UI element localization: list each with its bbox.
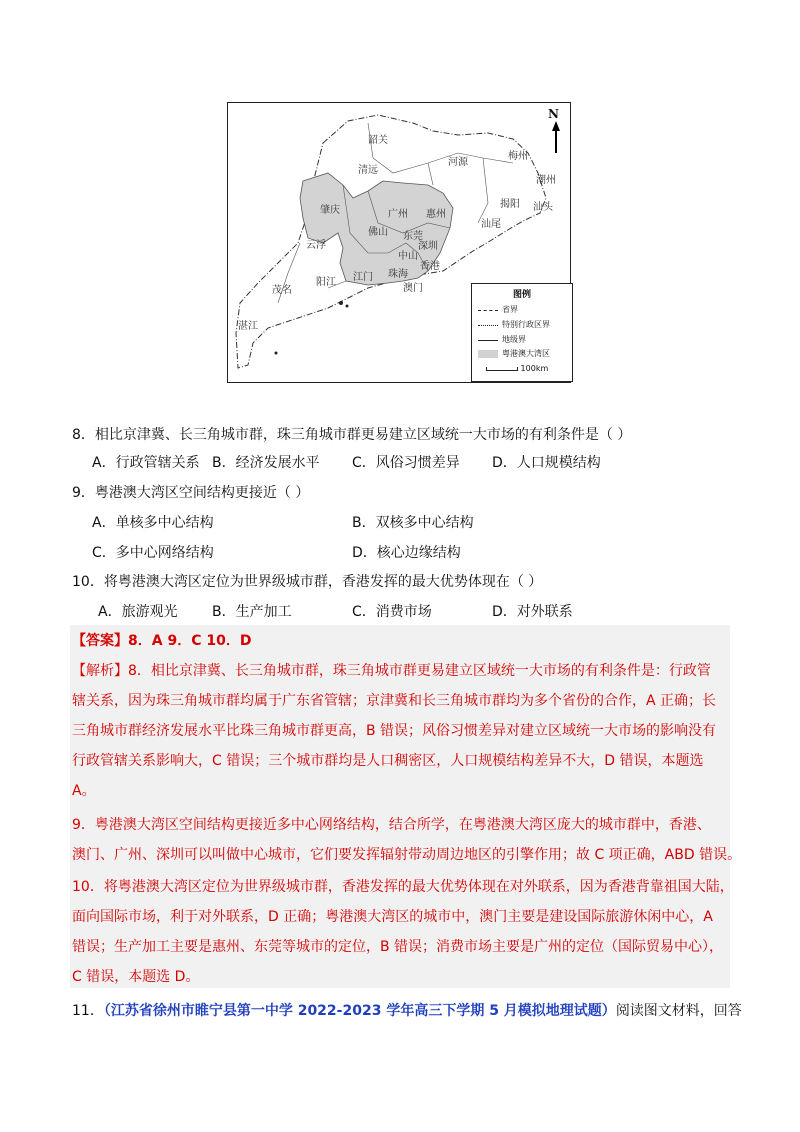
city-label: 云浮 [306,240,326,251]
city-label: 香港 [420,261,440,272]
city-label: 湛江 [238,321,258,332]
q8-option-c: C．风俗习惯差异 [352,455,460,471]
question-11-number: 11． [72,1003,104,1019]
city-label: 茂名 [272,285,292,296]
city-label: 韶关 [368,135,388,146]
q9-option-d: D．核心边缘结构 [352,545,461,561]
city-label: 珠海 [388,269,408,280]
legend-item: 特别行政区界 [478,319,550,330]
analysis-line: 面向国际市场，利于对外联系，D 正确；粤港澳大湾区的城市中，澳门主要是建设国际旅游休闲中心，A [72,909,713,925]
scale-bar: 100km [486,364,548,373]
analysis-line: C 错误，本题选 D。 [72,969,200,985]
city-label: 江门 [353,272,373,283]
question-11-text: 阅读图文材料，回答 [615,1003,742,1019]
city-label: 惠州 [426,209,446,220]
q8-option-d: D．人口规模结构 [492,455,601,471]
q8-option-a: A．行政管辖关系 [92,455,200,471]
question-8-stem: 8．相比京津冀、长三角城市群，珠三角城市群更易建立区域统一大市场的有利条件是（ ） [72,427,632,443]
q10-option-b: B．生产加工 [212,604,292,620]
analysis-line: 三角城市群经济发展水平比珠三角城市群更高，B 错误；风俗习惯差异对建立区域统一大市场的影响没有 [72,723,717,739]
city-label: 澳门 [403,283,423,294]
guangdong-map [227,102,571,383]
analysis-line: 行政管辖关系影响大，C 错误；三个城市群均是人口稠密区，人口规模结构差异不大，D 错误，本题选 [72,753,704,769]
q8-option-b: B．经济发展水平 [212,455,320,471]
q9-option-c: C．多中心网络结构 [92,545,214,561]
legend-item: 粤港澳大湾区 [478,348,550,359]
city-label: 广州 [388,209,408,220]
legend-item: 地级界 [478,334,526,345]
map-legend [471,283,573,382]
q10-option-d: D．对外联系 [492,604,573,620]
city-label: 汕头 [533,202,553,213]
city-label: 汕尾 [481,219,501,230]
city-label: 深圳 [418,241,438,252]
analysis-line: 错误；生产加工主要是惠州、东莞等城市的定位，B 错误；消费市场主要是广州的定位（国际贸易中心）， [72,939,724,955]
city-label: 中山 [398,251,418,262]
city-label: 阳江 [316,277,336,288]
city-label: 肇庆 [320,205,340,216]
question-11-source: （江苏省徐州市睢宁县第一中学 2022-2023 学年高三下学期 5 月模拟地理试题） [103,1003,616,1019]
analysis-line: 10．将粤港澳大湾区定位为世界级城市群，香港发挥的最大优势体现在对外联系，因为香港背靠祖国大陆， [72,879,734,895]
q10-option-c: C．消费市场 [352,604,432,620]
city-label: 河源 [448,157,468,168]
city-label: 揭阳 [500,199,520,210]
analysis-line: 辖关系，因为珠三角城市群均属于广东省管辖；京津冀和长三角城市群均为多个省份的合作，A 正确；长 [72,693,717,709]
analysis-line: 澳门、广州、深圳可以叫做中心城市，它们要发挥辐射带动周边地区的引擎作用；故 C 项正确，ABD 错误。 [72,847,742,863]
city-label: 梅州 [508,151,528,162]
question-10-stem: 10．将粤港澳大湾区定位为世界级城市群，香港发挥的最大优势体现在（ ） [72,574,543,590]
q10-option-a: A．旅游观光 [98,604,178,620]
answer-line: 【答案】8．A 9．C 10．D [72,633,252,649]
city-label: 东莞 [403,231,423,242]
analysis-line: 【解析】8．相比京津冀、长三角城市群，珠三角城市群更易建立区域统一大市场的有利条件是：行政管 [72,663,711,679]
analysis-line: A。 [72,783,96,799]
legend-title: 图例 [512,290,531,300]
city-label: 清远 [358,165,378,176]
city-label: 潮州 [536,175,556,186]
legend-item: 省界 [478,304,518,315]
q9-option-a: A．单核多中心结构 [92,515,214,531]
city-label: 佛山 [368,227,388,238]
analysis-line: 9．粤港澳大湾区空间结构更接近多中心网络结构，结合所学，在粤港澳大湾区庞大的城市群中，香港、 [72,817,711,833]
q9-option-b: B．双核多中心结构 [352,515,474,531]
question-11-header [72,1000,742,1020]
question-9-stem: 9．粤港澳大湾区空间结构更接近（ ） [72,485,310,501]
north-label: N [548,107,559,121]
